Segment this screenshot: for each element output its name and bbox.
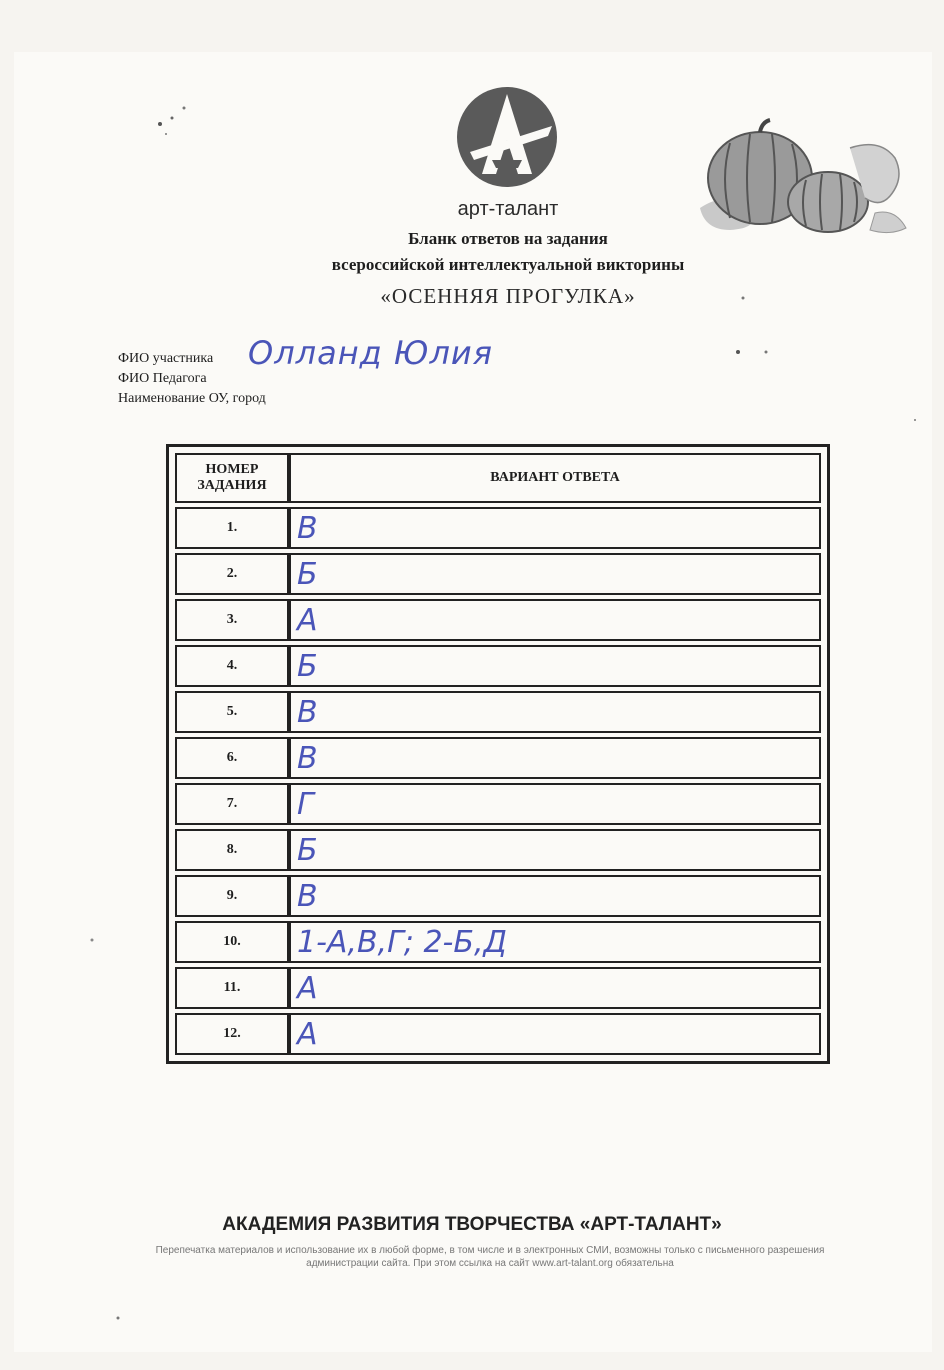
form-subheading: всероссийской интеллектуальной викторины [331,255,685,274]
task-number: 12. [175,1013,289,1055]
form-heading: Бланк ответов на задания [408,229,608,248]
task-number: 8. [175,829,289,871]
answer-value-handwritten: А [289,1013,821,1055]
column-header-answer: ВАРИАНТ ОТВЕТА [289,453,821,503]
answer-row [175,553,821,595]
task-number: 2. [175,553,289,595]
task-number: 9. [175,875,289,917]
column-header-number: НОМЕР ЗАДАНИЯ [175,453,289,503]
task-number: 6. [175,737,289,779]
answer-row [175,507,821,549]
answer-row [175,691,821,733]
footer-copyright-note: Перепечатка материалов и использование их в любой форме, в том числе и в электронных СМИ, возможны только с письменного разрешения администрации сайта. При этом ссылка на сайт www.art-talant.org обязательна [155,1245,825,1269]
task-number: 11. [175,967,289,1009]
answers-table [166,444,830,1064]
answer-row [175,1013,821,1055]
answer-value-handwritten: Б [289,553,821,595]
answer-value-handwritten: В [289,507,821,549]
answer-row [175,921,821,963]
answer-value-handwritten: В [289,875,821,917]
answer-value-handwritten: А [289,599,821,641]
answer-value-handwritten: Б [289,645,821,687]
task-number: 3. [175,599,289,641]
task-number: 4. [175,645,289,687]
answer-value-handwritten: В [289,737,821,779]
quiz-title: «ОСЕННЯЯ ПРОГУЛКА» [380,284,636,308]
pumpkin-illustration [690,118,912,240]
school-label: Наименование ОУ, город [118,391,266,406]
participant-label: ФИО участника [118,351,214,366]
answer-row [175,645,821,687]
answer-value-handwritten: В [289,691,821,733]
art-talant-logo [452,82,562,192]
task-number: 1. [175,507,289,549]
answer-value-handwritten: 1-А,В,Г; 2-Б,Д [289,921,821,963]
task-number: 5. [175,691,289,733]
answers-body [175,507,821,1055]
task-number: 7. [175,783,289,825]
answer-value-handwritten: Б [289,829,821,871]
answer-row [175,967,821,1009]
answer-row [175,875,821,917]
teacher-label: ФИО Педагога [118,371,207,386]
brand-name: арт-талант [457,198,559,220]
footer-academy-title: АКАДЕМИЯ РАЗВИТИЯ ТВОРЧЕСТВА «АРТ-ТАЛАНТ» [222,1214,722,1235]
participant-name-handwritten: Олланд Юлия [248,334,493,372]
answer-row [175,783,821,825]
answer-value-handwritten: Г [289,783,821,825]
answer-value-handwritten: А [289,967,821,1009]
table-header-row [175,453,821,503]
answer-row [175,599,821,641]
task-number: 10. [175,921,289,963]
answer-row [175,737,821,779]
answer-row [175,829,821,871]
participant-fields [118,349,266,409]
